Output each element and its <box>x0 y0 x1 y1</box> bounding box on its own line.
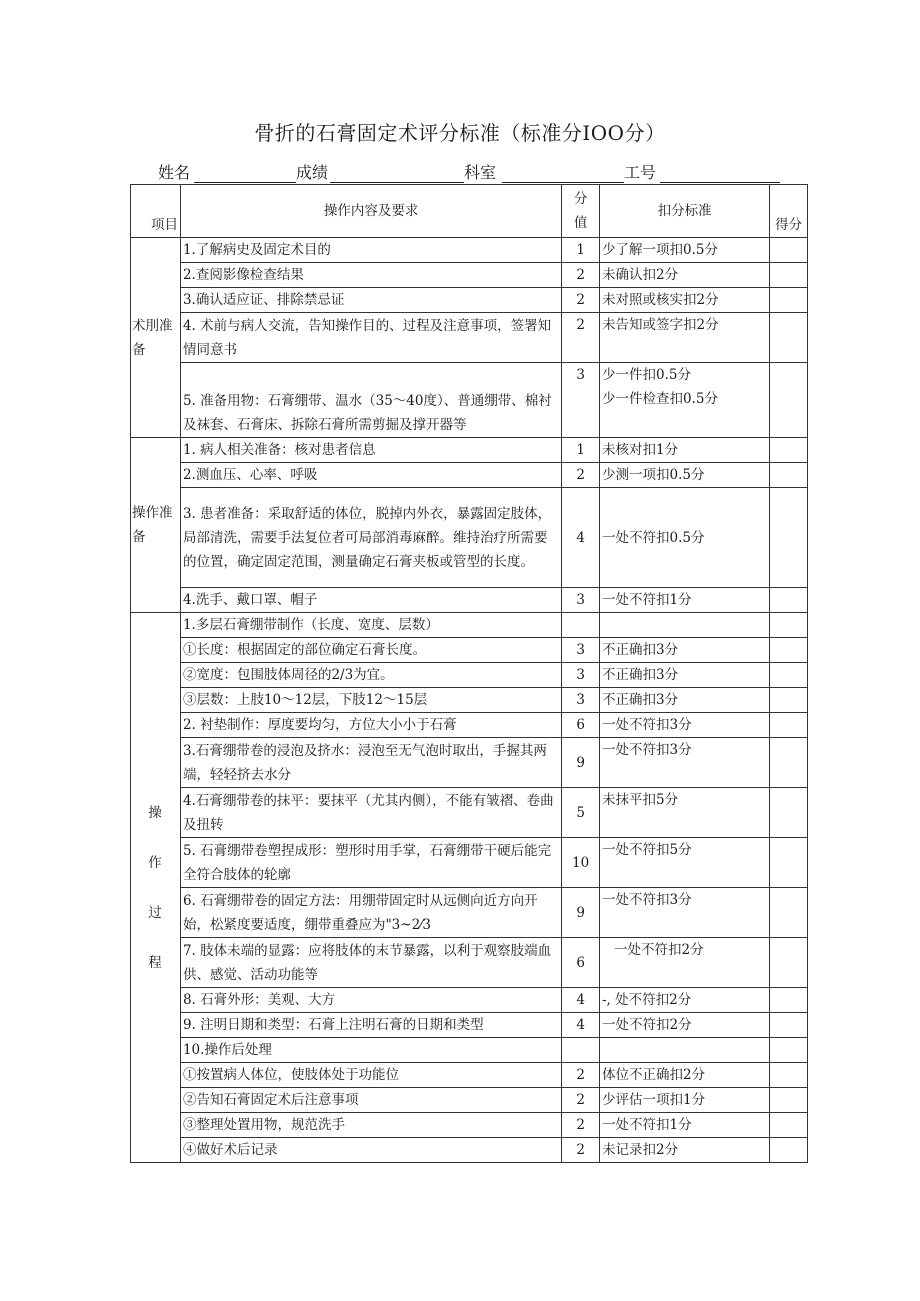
table-row <box>131 938 808 988</box>
row-content: ①按置病人体位，使肢体处于功能位 <box>180 1063 561 1088</box>
row-deduct: 一处不符扣3分 <box>599 888 769 938</box>
row-get-cell[interactable] <box>770 738 808 788</box>
row-score: 3 <box>562 688 600 713</box>
table-row <box>131 738 808 788</box>
row-deduct-line2: 少一件检查扣0.5分 <box>601 391 718 407</box>
table-row <box>131 438 808 463</box>
row-deduct-line1: 少一件扣0.5分 <box>601 367 691 383</box>
row-deduct <box>599 613 769 638</box>
row-content: 2.查阅影像检查结果 <box>180 263 561 288</box>
header-deduct: 扣分标准 <box>599 185 769 238</box>
dept-field[interactable] <box>502 182 624 183</box>
row-get-cell[interactable] <box>770 613 808 638</box>
row-deduct: 一处不符扣1分 <box>599 1113 769 1138</box>
row-score: 2 <box>562 1138 600 1163</box>
row-get-cell[interactable] <box>770 1088 808 1113</box>
row-content: ④做好术后记录 <box>180 1138 561 1163</box>
table-row <box>131 1113 808 1138</box>
table-row <box>131 713 808 738</box>
table-header-row <box>131 185 808 238</box>
header-score <box>562 185 600 238</box>
name-label: 姓名 <box>158 163 191 182</box>
table-row <box>131 838 808 888</box>
row-deduct: -, 处不符扣2分 <box>599 988 769 1013</box>
table-row <box>131 263 808 288</box>
row-content: 5. 石膏绷带卷塑捏成形：塑形时用手掌，石膏绷带干硬后能完全符合肢体的轮廓 <box>180 838 561 888</box>
row-content: 9. 注明日期和类型：石膏上注明石膏的日期和类型 <box>180 1013 561 1038</box>
row-score: 3 <box>562 588 600 613</box>
row-get-cell[interactable] <box>770 1113 808 1138</box>
table-row <box>131 588 808 613</box>
row-score <box>562 1038 600 1063</box>
row-content: 1. 病人相关准备：核对患者信息 <box>180 438 561 463</box>
id-field[interactable] <box>660 182 780 183</box>
row-get-cell[interactable] <box>770 838 808 888</box>
row-score: 2 <box>562 263 600 288</box>
table-row <box>131 663 808 688</box>
scoring-table <box>130 184 808 1163</box>
row-deduct: 少评估一项扣1分 <box>599 1088 769 1113</box>
row-score: 9 <box>562 888 600 938</box>
page-title: 骨折的石膏固定术评分标准（标准分IOO分） <box>254 121 666 145</box>
row-score: 6 <box>562 713 600 738</box>
row-content: 1.了解病史及固定术目的 <box>180 238 561 263</box>
row-get-cell[interactable] <box>770 1013 808 1038</box>
row-deduct <box>599 1038 769 1063</box>
section-procedure-char: 作 <box>148 854 162 871</box>
table-row <box>131 288 808 313</box>
row-get-cell[interactable] <box>770 988 808 1013</box>
row-content: 7. 肢体未端的显露：应将肢体的末节暴露，以利于观察肢端血供、感觉、活动功能等 <box>180 938 561 988</box>
table-row <box>131 688 808 713</box>
row-get-cell[interactable] <box>770 588 808 613</box>
row-content: 2.测血压、心率、呼吸 <box>180 463 561 488</box>
row-score: 2 <box>562 313 600 363</box>
row-score: 5 <box>562 788 600 838</box>
row-content: ②告知石膏固定术后注意事项 <box>180 1088 561 1113</box>
row-deduct: 一处不符扣5分 <box>599 838 769 888</box>
row-score: 3 <box>562 663 600 688</box>
row-deduct: 不正确扣3分 <box>599 663 769 688</box>
row-score: 4 <box>562 988 600 1013</box>
row-deduct: 少测一项扣0.5分 <box>599 463 769 488</box>
table-row <box>131 238 808 263</box>
table-row <box>131 613 808 638</box>
section-preparation: 操作准备 <box>131 438 181 613</box>
row-score: 4 <box>562 1013 600 1038</box>
row-get-cell[interactable] <box>770 263 808 288</box>
row-content: ①长度：根据固定的部位确定石膏长度。 <box>180 638 561 663</box>
row-content: 1.多层石膏绷带制作（长度、宽度、层数） <box>180 613 561 638</box>
row-get-cell[interactable] <box>770 313 808 363</box>
section-pre-op: 术刖准备 <box>131 238 181 438</box>
row-score: 2 <box>562 463 600 488</box>
row-score: 2 <box>562 1088 600 1113</box>
row-deduct: 一处不符扣2分 <box>599 938 769 988</box>
row-get-cell[interactable] <box>770 488 808 588</box>
header-content: 操作内容及要求 <box>180 185 561 238</box>
row-score: 1 <box>562 238 600 263</box>
row-get-cell[interactable] <box>770 438 808 463</box>
row-deduct: 未记录扣2分 <box>599 1138 769 1163</box>
row-score: 1 <box>562 438 600 463</box>
row-content: 3.石膏绷带卷的浸泡及挤水：浸泡至无气泡时取出，手握其两端，轻轻挤去水分 <box>180 738 561 788</box>
row-content: 5. 准备用物：石膏绷带、温水（35～40度）、普通绷带、棉衬及袜套、石膏床、拆除石膏所需剪掘及撑开器等 <box>180 363 561 438</box>
row-get-cell[interactable] <box>770 938 808 988</box>
section-procedure-char: 操 <box>148 804 162 821</box>
row-score: 3 <box>562 638 600 663</box>
id-label: 工号 <box>624 163 657 182</box>
row-get-cell[interactable] <box>770 1038 808 1063</box>
row-get-cell[interactable] <box>770 463 808 488</box>
row-content: 8. 石膏外形：美观、大方 <box>180 988 561 1013</box>
score-field[interactable] <box>330 182 464 183</box>
row-get-cell[interactable] <box>770 713 808 738</box>
examinee-info-line <box>130 160 780 184</box>
row-score: 2 <box>562 1113 600 1138</box>
row-get-cell[interactable] <box>770 688 808 713</box>
row-content: 4. 术前与病人交流，告知操作目的、过程及注意事项，签署知情同意书 <box>180 313 561 363</box>
row-deduct: 未告知或签字扣2分 <box>599 313 769 363</box>
row-deduct: 未确认扣2分 <box>599 263 769 288</box>
row-deduct: 一处不符扣2分 <box>599 1013 769 1038</box>
table-row <box>131 313 808 363</box>
row-deduct: 一处不符扣3分 <box>599 713 769 738</box>
row-score: 10 <box>562 838 600 888</box>
row-score: 3 <box>562 363 600 438</box>
row-content: 3. 患者准备：采取舒适的体位，脱掉内外衣，暴露固定肢体，局部清洗，需要手法复位者可局部消毒麻醉。维持治疗所需要的位置，确定固定范围，测量确定石膏夹板或管型的长度。 <box>180 488 561 588</box>
row-score: 2 <box>562 288 600 313</box>
score-label: 成绩 <box>296 163 329 182</box>
section-procedure-char: 过 <box>148 904 162 921</box>
row-get-cell[interactable] <box>770 638 808 663</box>
row-score: 9 <box>562 738 600 788</box>
table-row <box>131 988 808 1013</box>
row-deduct <box>599 363 769 438</box>
row-get-cell[interactable] <box>770 788 808 838</box>
table-row <box>131 488 808 588</box>
section-procedure <box>131 613 181 1163</box>
row-get-cell[interactable] <box>770 888 808 938</box>
table-row <box>131 888 808 938</box>
section-procedure-char: 程 <box>148 954 162 971</box>
row-deduct: 少了解一项扣0.5分 <box>599 238 769 263</box>
table-row <box>131 1013 808 1038</box>
row-content: ③层数：上肢10～12层，下肢12～15层 <box>180 688 561 713</box>
row-content: ③整理处置用物，规范洗手 <box>180 1113 561 1138</box>
row-get-cell[interactable] <box>770 238 808 263</box>
header-score-line2: 值 <box>573 215 588 231</box>
row-content: 10.操作后处理 <box>180 1038 561 1063</box>
table-row <box>131 1063 808 1088</box>
row-content: 3.确认适应证、排除禁忌证 <box>180 288 561 313</box>
table-row <box>131 463 808 488</box>
row-deduct: 不正确扣3分 <box>599 688 769 713</box>
row-content: ②宽度：包围肢体周径的2/3为宜。 <box>180 663 561 688</box>
table-row <box>131 788 808 838</box>
row-get-cell[interactable] <box>770 288 808 313</box>
name-field[interactable] <box>194 182 296 183</box>
table-row <box>131 1138 808 1163</box>
table-row <box>131 363 808 438</box>
header-get: 得分 <box>770 185 808 238</box>
row-deduct: 一处不符扣1分 <box>599 588 769 613</box>
dept-label: 科室 <box>464 163 497 182</box>
row-deduct: 一处不符扣0.5分 <box>599 488 769 588</box>
table-row <box>131 1038 808 1063</box>
row-content: 2. 衬垫制作：厚度要均匀，方位大小小于石膏 <box>180 713 561 738</box>
row-score: 6 <box>562 938 600 988</box>
row-get-cell[interactable] <box>770 1063 808 1088</box>
row-deduct: 未对照或核实扣2分 <box>599 288 769 313</box>
header-item: 项目 <box>131 185 181 238</box>
row-deduct: 不正确扣3分 <box>599 638 769 663</box>
row-content: 4.石膏绷带卷的抹平：要抹平（尤其内侧），不能有皱褶、卷曲及扭转 <box>180 788 561 838</box>
row-deduct: 体位不正确扣2分 <box>599 1063 769 1088</box>
table-row <box>131 1088 808 1113</box>
row-score: 4 <box>562 488 600 588</box>
row-content: 6. 石膏绷带卷的固定方法：用绷带固定时从远侧向近方向开始，松紧度要适度，绷带重叠应为"3~2⁄3 <box>180 888 561 938</box>
row-deduct: 未核对扣1分 <box>599 438 769 463</box>
row-get-cell[interactable] <box>770 363 808 438</box>
row-get-cell[interactable] <box>770 1138 808 1163</box>
row-deduct: 未抹平扣5分 <box>599 788 769 838</box>
row-content: 4.洗手、戴口罩、帽子 <box>180 588 561 613</box>
row-score <box>562 613 600 638</box>
row-score: 2 <box>562 1063 600 1088</box>
row-get-cell[interactable] <box>770 663 808 688</box>
row-deduct: 一处不符扣3分 <box>599 738 769 788</box>
table-row <box>131 638 808 663</box>
header-score-line1: 分 <box>573 191 588 207</box>
